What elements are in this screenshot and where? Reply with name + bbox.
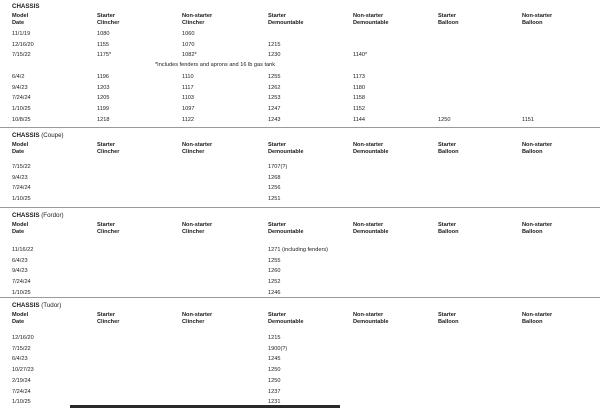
model-date-cell: 10/8/25 (12, 116, 31, 123)
weight-cell: 1250 (268, 377, 281, 384)
column-header-line1: Non-starter (522, 312, 553, 318)
model-date-cell: 7/15/22 (12, 345, 31, 352)
column-header (438, 142, 459, 155)
column-header-line1: Starter (97, 222, 116, 228)
weight-cell: 1252 (268, 279, 281, 286)
column-header-line2: Clincher (182, 228, 205, 235)
weight-cell: 1237 (268, 388, 281, 395)
model-date-cell: 7/24/24 (12, 185, 31, 192)
model-date-cell: 1/10/25 (12, 105, 31, 112)
section-title (12, 3, 40, 10)
model-date-cell: 6/4/2 (12, 73, 25, 80)
column-header (182, 142, 212, 155)
column-header-line2: Balloon (438, 228, 459, 235)
model-date-cell: 9/4/23 (12, 84, 28, 91)
weight-cell: 1060 (182, 31, 195, 37)
column-header-line1: Non-starter (522, 222, 553, 228)
column-header (522, 13, 552, 26)
column-header (12, 312, 28, 325)
weight-cell: 1080 (97, 31, 110, 37)
column-header-line1: Non-starter (182, 13, 213, 19)
column-header (12, 142, 28, 155)
weight-cell: 1175* (97, 52, 112, 59)
column-header (438, 312, 459, 325)
model-date-cell: 7/24/24 (12, 95, 31, 102)
weight-cell: 1707(?) (268, 164, 288, 170)
footnote: *Includes fenders and aprons and 16 lb gas tank (155, 62, 276, 69)
column-header-line1: Non-starter (182, 312, 213, 318)
column-header-line2: Demountable (268, 318, 304, 325)
weight-cell: 1243 (268, 116, 281, 123)
section-title-main: CHASSIS (12, 212, 40, 219)
section-divider (0, 127, 600, 128)
column-header-line2: Date (12, 19, 25, 26)
column-header-line2: Demountable (353, 19, 389, 26)
column-header-line2: Balloon (522, 148, 543, 155)
column-header (182, 312, 212, 325)
column-header-line1: Starter (97, 312, 116, 318)
weight-cell: 1231 (268, 399, 281, 406)
weight-cell: 1255 (268, 257, 281, 264)
model-date-cell: 6/4/23 (12, 356, 28, 363)
column-header (12, 13, 28, 26)
column-header (12, 222, 28, 235)
weight-cell: 1247 (268, 105, 281, 112)
weight-cell: 1158 (353, 95, 366, 102)
column-header (522, 142, 552, 155)
column-header-line2: Clincher (97, 318, 120, 325)
column-header-line2: Demountable (268, 19, 304, 26)
model-date-cell: 12/16/20 (12, 41, 34, 48)
weight-cell: 1180 (353, 84, 366, 91)
column-header-line2: Balloon (522, 318, 543, 325)
model-date-cell: 2/19/24 (12, 377, 31, 384)
weight-cell: 1199 (97, 105, 110, 112)
column-header-line1: Starter (438, 222, 457, 228)
column-header (522, 312, 552, 325)
column-header-line2: Demountable (353, 318, 389, 325)
model-date-cell: 11/16/22 (12, 247, 34, 253)
weight-cell: 1122 (182, 116, 195, 123)
weight-cell: 1196 (97, 73, 110, 80)
weight-cell: 1173 (353, 73, 366, 80)
column-header-line2: Balloon (438, 318, 459, 325)
column-header-line1: Non-starter (353, 312, 384, 318)
column-header-line2: Balloon (522, 228, 543, 235)
column-header (353, 312, 388, 325)
column-header-line2: Demountable (353, 228, 389, 235)
column-header (268, 222, 303, 235)
weight-cell: 1253 (268, 95, 281, 102)
column-header (353, 13, 388, 26)
model-date-cell: 1/10/25 (12, 289, 31, 296)
model-date-cell: 1/10/25 (12, 399, 31, 406)
column-header-line1: Starter (438, 312, 457, 318)
section-divider (0, 297, 600, 298)
weight-cell: 1218 (97, 116, 110, 123)
column-header-line1: Starter (97, 142, 116, 148)
section-title-variant: (Fordor) (41, 212, 64, 219)
model-date-cell: 7/15/22 (12, 52, 31, 59)
column-header-line1: Model (12, 13, 29, 19)
column-header-line2: Clincher (97, 19, 120, 26)
weight-cell: 1255 (268, 73, 281, 80)
section-title (12, 132, 64, 139)
column-header-line1: Non-starter (353, 222, 384, 228)
column-header (97, 142, 119, 155)
column-header (522, 222, 552, 235)
weight-cell: 1144 (353, 116, 366, 123)
weight-cell: 1215 (268, 335, 281, 341)
model-date-cell: 7/24/24 (12, 388, 31, 395)
column-header (268, 142, 303, 155)
column-header-line1: Starter (438, 142, 457, 148)
model-date-cell: 11/1/19 (12, 31, 31, 37)
column-header (182, 13, 212, 26)
column-header-line2: Date (12, 228, 25, 235)
section-title-variant: (Coupe) (41, 132, 64, 139)
column-header (353, 222, 388, 235)
weight-cell: 1245 (268, 356, 281, 363)
weight-cell: 1250 (268, 367, 281, 374)
column-header (353, 142, 388, 155)
section-divider (0, 207, 600, 208)
section-title-main: CHASSIS (12, 3, 40, 10)
column-header-line2: Clincher (97, 148, 120, 155)
weight-cell: 1103 (182, 95, 195, 102)
column-header-line1: Model (12, 142, 29, 148)
column-header-line1: Starter (268, 312, 287, 318)
weight-cell: 1246 (268, 289, 281, 296)
column-header-line2: Balloon (438, 19, 459, 26)
column-header-line1: Non-starter (353, 13, 384, 19)
column-header-line2: Clincher (182, 318, 205, 325)
weight-cell: 1110 (182, 73, 194, 80)
column-header-line2: Clincher (182, 148, 205, 155)
model-date-cell: 7/24/24 (12, 279, 31, 286)
column-header-line1: Non-starter (182, 222, 213, 228)
weight-cell: 1097 (182, 105, 195, 112)
model-date-cell: 12/16/20 (12, 335, 34, 341)
weight-cell: 1215 (268, 41, 281, 48)
weight-cell: 1082* (182, 52, 197, 59)
weight-cell: 1203 (97, 84, 110, 91)
weight-cell: 1262 (268, 84, 281, 91)
weight-cell: 1152 (353, 105, 366, 112)
weight-cell: 1155 (97, 41, 110, 48)
column-header-line2: Demountable (268, 228, 304, 235)
column-header-line1: Model (12, 312, 29, 318)
weight-cell: 1268 (268, 174, 281, 181)
column-header-line1: Starter (438, 13, 457, 19)
section-title (12, 212, 64, 219)
column-header-line2: Demountable (353, 148, 389, 155)
column-header-line1: Starter (268, 222, 287, 228)
weight-cell: 1205 (97, 95, 110, 102)
column-header (438, 13, 459, 26)
column-header-line2: Date (12, 148, 25, 155)
column-header-line1: Model (12, 222, 29, 228)
weight-cell: 1256 (268, 185, 281, 192)
section-title (12, 302, 61, 309)
weight-cell: 1140* (353, 52, 368, 59)
column-header-line2: Clincher (97, 228, 120, 235)
weight-cell: 1250 (438, 116, 451, 123)
model-date-cell: 10/27/23 (12, 367, 34, 374)
column-header (97, 312, 119, 325)
column-header (97, 222, 119, 235)
section-title-main: CHASSIS (12, 302, 40, 309)
column-header-line1: Starter (268, 13, 287, 19)
column-header-line1: Non-starter (522, 142, 553, 148)
column-header-line2: Balloon (522, 19, 543, 26)
weight-cell: 1900(?) (268, 345, 288, 352)
model-date-cell: 6/4/23 (12, 257, 28, 264)
column-header-line1: Non-starter (182, 142, 213, 148)
weight-cell: 1251 (268, 196, 281, 203)
column-header-line1: Starter (268, 142, 287, 148)
weight-cell: 1070 (182, 41, 195, 48)
model-date-cell: 9/4/23 (12, 174, 28, 181)
column-header (182, 222, 212, 235)
column-header-line1: Non-starter (522, 13, 553, 19)
model-date-cell: 9/4/23 (12, 268, 28, 275)
column-header-line1: Starter (97, 13, 116, 19)
section-title-main: CHASSIS (12, 132, 40, 139)
section-title-variant: (Tudor) (41, 302, 62, 309)
column-header (268, 13, 303, 26)
column-header-line2: Balloon (438, 148, 459, 155)
weight-cell: 1271 (including fenders) (268, 247, 329, 253)
column-header-line2: Clincher (182, 19, 205, 26)
weight-cell: 1230 (268, 52, 281, 59)
column-header-line2: Date (12, 318, 25, 325)
column-header (268, 312, 303, 325)
weight-cell: 1260 (268, 268, 281, 275)
weight-cell: 1117 (182, 84, 194, 91)
model-date-cell: 1/10/25 (12, 196, 31, 203)
column-header (438, 222, 459, 235)
column-header-line2: Demountable (268, 148, 304, 155)
column-header-line1: Non-starter (353, 142, 384, 148)
model-date-cell: 7/15/22 (12, 164, 31, 170)
weight-cell: 1151 (522, 116, 535, 123)
column-header (97, 13, 119, 26)
